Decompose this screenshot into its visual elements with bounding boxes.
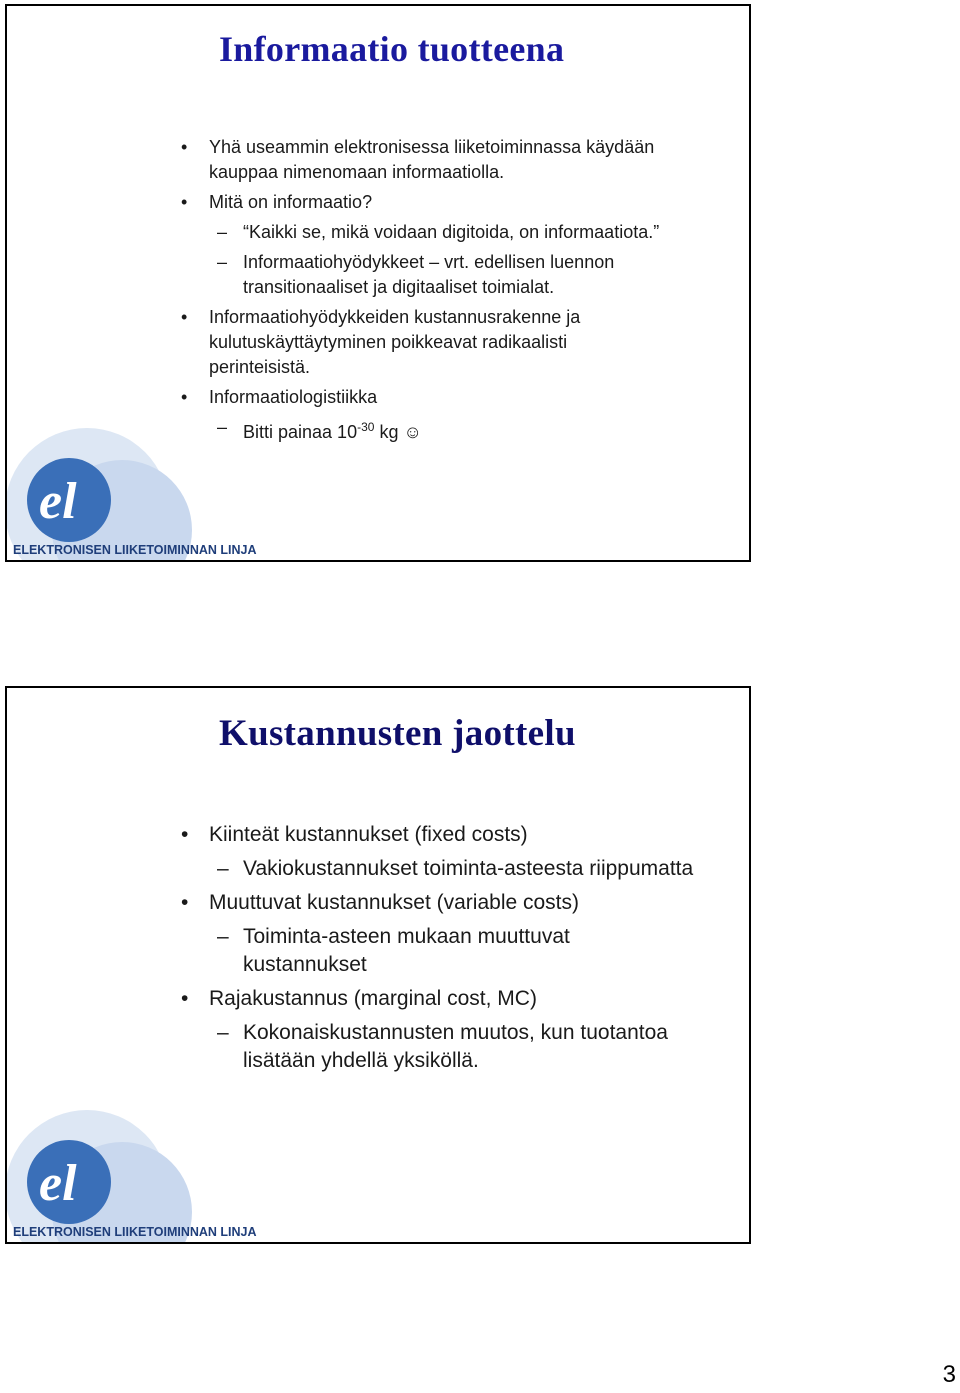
list-item-text: Toiminta-asteen mukaan muuttuvat	[243, 925, 570, 948]
list-item-text: kustannukset	[243, 953, 367, 976]
bullet-marker: •	[181, 891, 189, 914]
slide-kustannusten-jaottelu	[5, 686, 751, 1244]
list-item-text: transitionaaliset ja digitaaliset toimialat.	[243, 277, 555, 297]
slide-content	[7, 6, 749, 560]
page-number: 3	[942, 1361, 956, 1388]
list-item-text: lisätään yhdellä yksiköllä.	[243, 1049, 479, 1072]
bits-exponent: -30	[357, 420, 375, 434]
bits-prefix: Bitti painaa 10	[243, 422, 358, 442]
list-item-text: Informaatiologistiikka	[209, 387, 378, 407]
list-item-text	[243, 415, 422, 445]
list-item-text: Informaatiohyödykkeet – vrt. edellisen luennon	[243, 252, 615, 272]
list-item-text: kulutuskäyttäytyminen poikkeavat radikaalisti	[209, 332, 568, 352]
bullet-marker: •	[181, 307, 188, 327]
list-item-text: Kiinteät kustannukset (fixed costs)	[209, 823, 528, 846]
bullet-marker: •	[181, 987, 189, 1010]
slide-informaatio-tuotteena	[5, 4, 751, 562]
bullet-marker: •	[181, 823, 189, 846]
slide-title: Kustannusten jaottelu	[219, 713, 576, 754]
list-item-text: Rajakustannus (marginal cost, MC)	[209, 987, 537, 1010]
dash-marker: –	[217, 1021, 229, 1044]
slide-title: Informaatio tuotteena	[219, 29, 565, 69]
dash-marker: –	[217, 222, 228, 242]
dash-marker: –	[217, 925, 229, 948]
bullet-marker: •	[181, 137, 188, 157]
dash-marker: –	[217, 857, 229, 880]
list-item-text: “Kaikki se, mikä voidaan digitoida, on informaatiota.”	[243, 222, 660, 242]
dash-marker: –	[217, 252, 228, 272]
list-item-text: Vakiokustannukset toiminta-asteesta riippumatta	[243, 857, 694, 880]
list-item-text: Mitä on informaatio?	[209, 192, 373, 212]
logo-text: ELEKTRONISEN LIIKETOIMINNAN LINJA	[13, 543, 257, 557]
list-item-text: Yhä useammin elektronisessa liiketoiminnassa käydään	[209, 137, 655, 157]
dash-marker: –	[217, 417, 228, 437]
logo-mark: el	[39, 1155, 77, 1212]
bullet-marker: •	[181, 192, 188, 212]
list-item-text: Muuttuvat kustannukset (variable costs)	[209, 891, 580, 914]
list-item-text: kauppaa nimenomaan informaatiolla.	[209, 162, 505, 182]
bits-suffix: kg ☺	[374, 422, 422, 442]
slide-content	[7, 688, 749, 1242]
list-item-text: Informaatiohyödykkeiden kustannusrakenne ja	[209, 307, 581, 327]
list-item-text: Kokonaiskustannusten muutos, kun tuotantoa	[243, 1021, 668, 1044]
list-item-text: perinteisistä.	[209, 357, 311, 377]
logo-mark: el	[39, 473, 77, 530]
logo-text: ELEKTRONISEN LIIKETOIMINNAN LINJA	[13, 1225, 257, 1239]
bullet-marker: •	[181, 387, 188, 407]
